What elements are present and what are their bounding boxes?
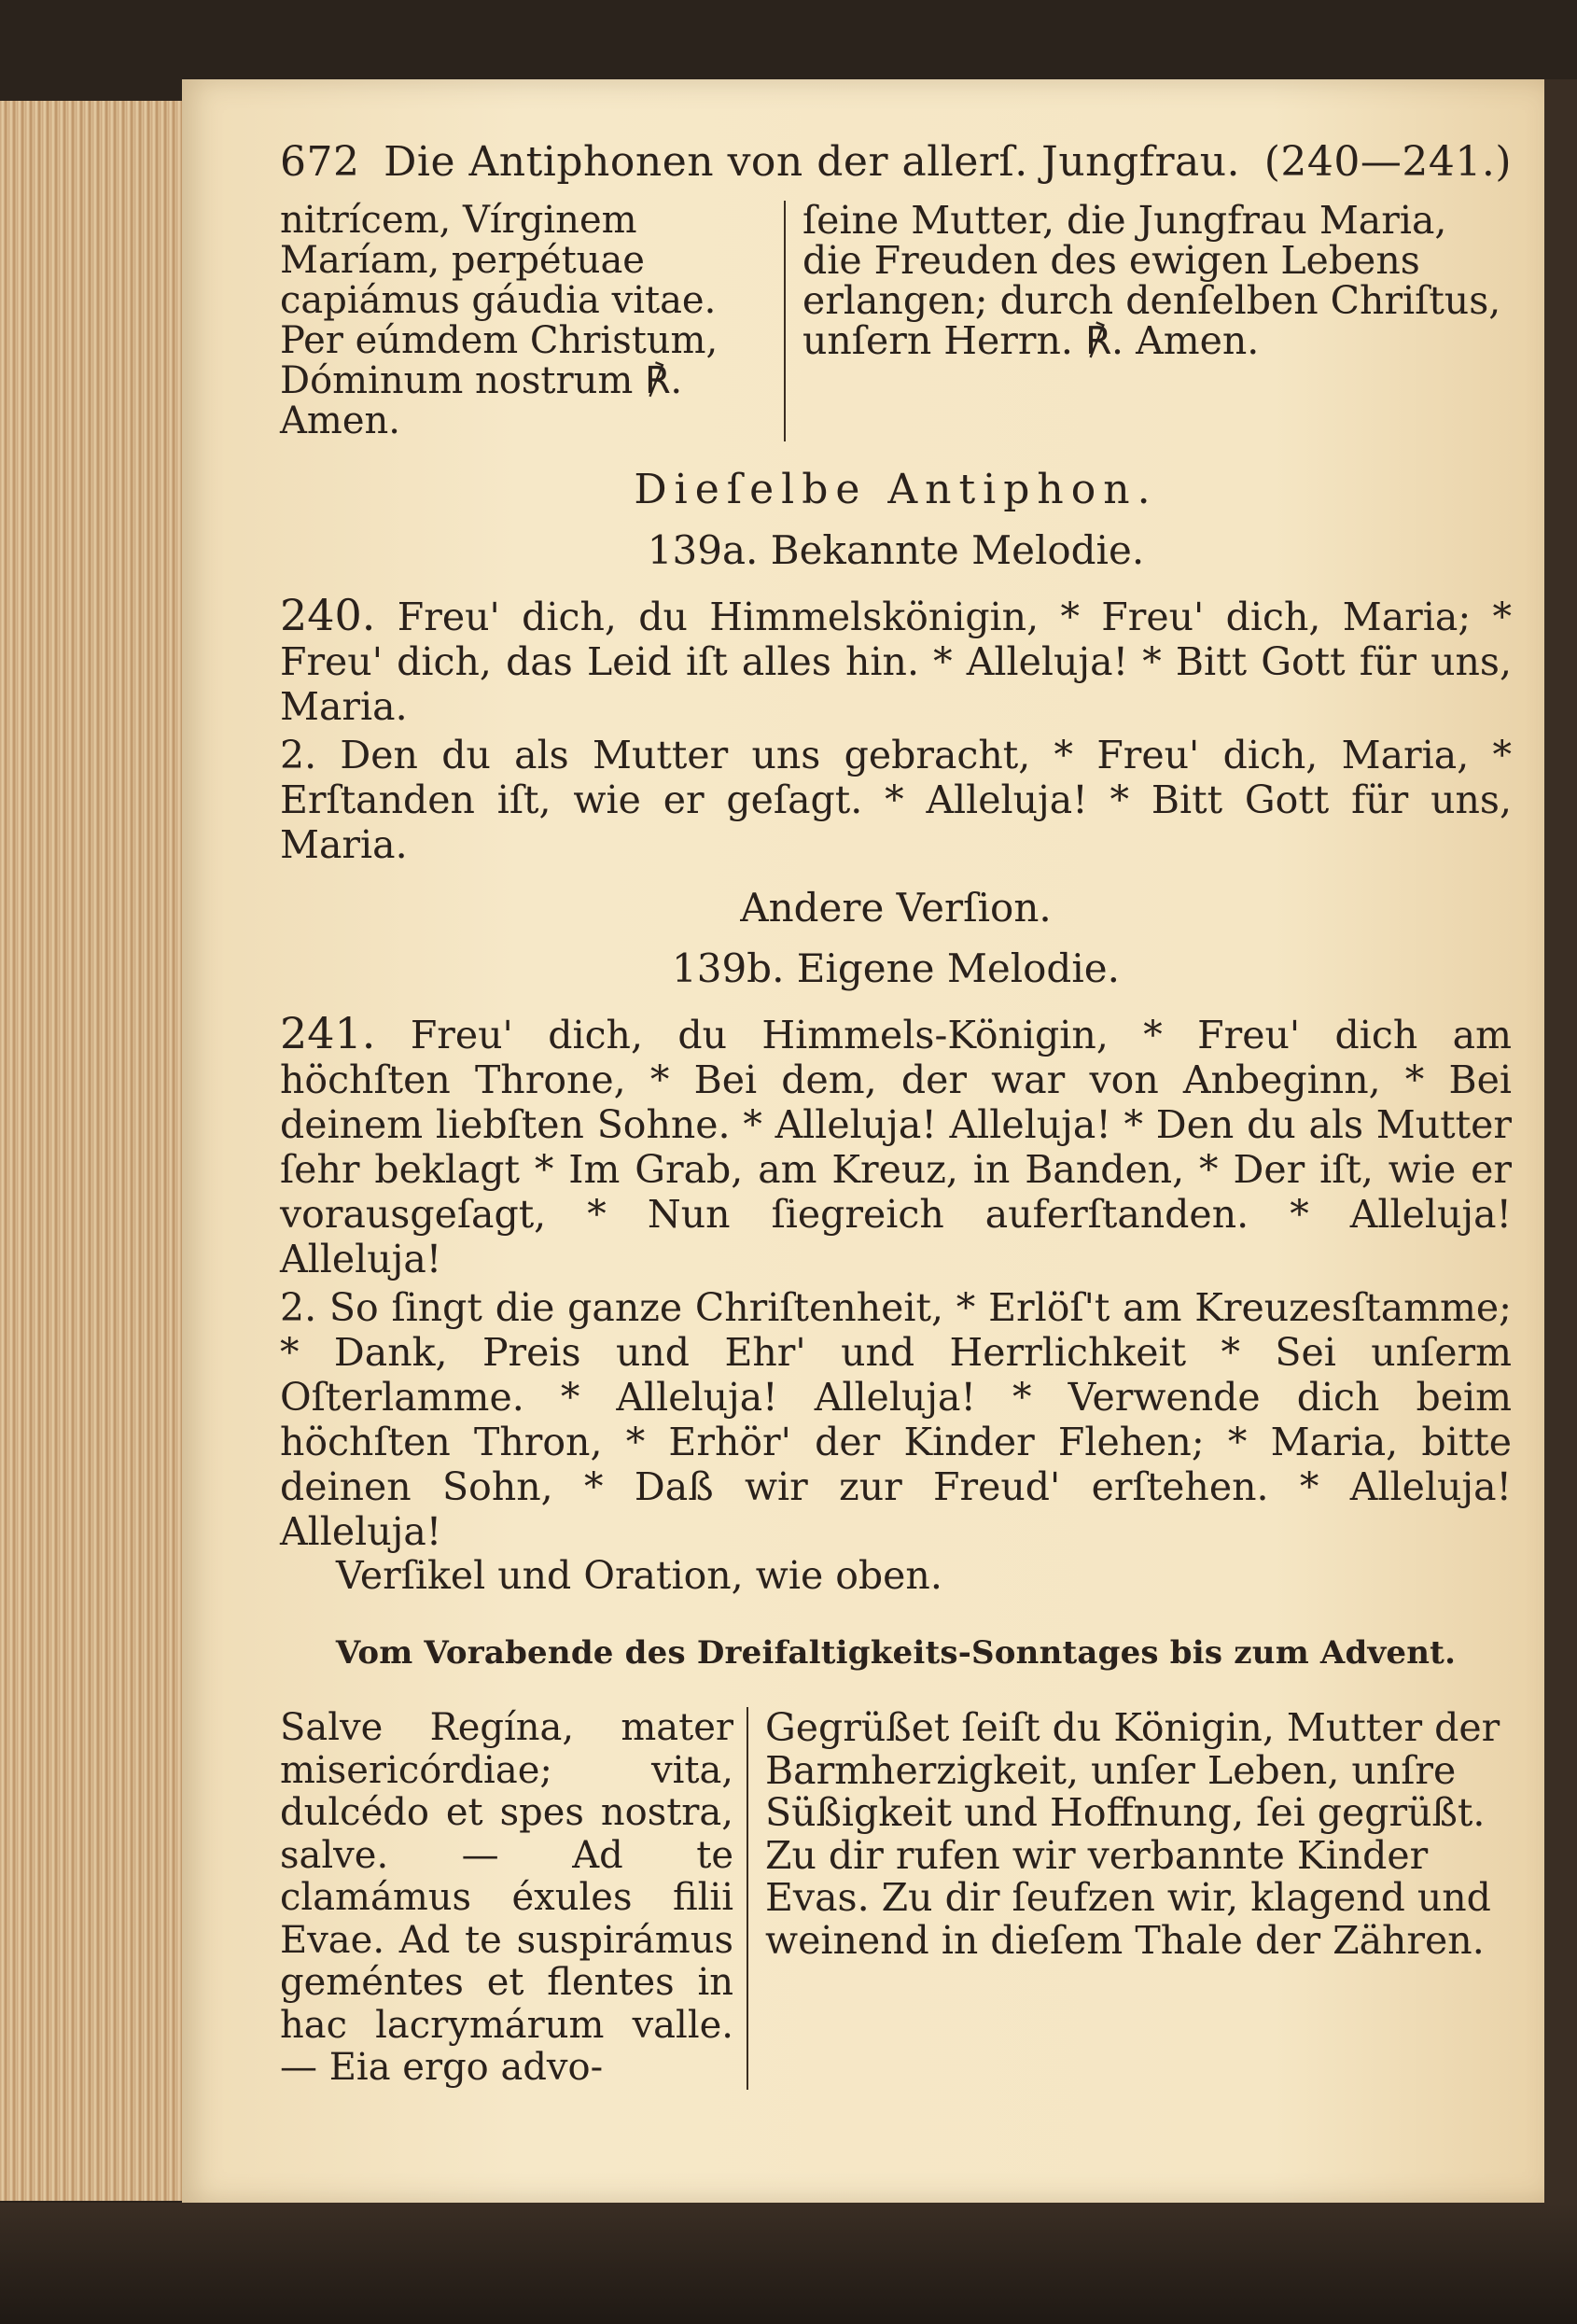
page-number: 672 bbox=[280, 138, 360, 186]
other-version-heading: Andere Verſion. bbox=[740, 885, 1052, 931]
salve-latin-text: Salve Regína, mater misericórdiae; vita, dulcédo et spes nostra, salve. — Ad te clamámus éxules filii Evae. Ad te suspirámus geméntes et flentes in hac lacrymárum valle. — Eia ergo advo- bbox=[280, 1706, 733, 2089]
salve-regina-columns bbox=[280, 1707, 1512, 2090]
hymn-240-verse-1 bbox=[280, 590, 1512, 729]
german-column bbox=[784, 198, 1512, 441]
hymn-241-verse-2: 2. So ſingt die ganze Chriſtenheit, * Erlöſ't am Kreuzesſtamme; * Dank, Preis und Ehr' und Herrlichkeit * Sei unſerm Oſterlamme. * Alleluja! Alleluja! * Verwende dich beim höchſten Thron, * Erhör' der Kinder Flehen; * Maria, bitte deinen Sohn, * Daß wir zur Freud' erſtehen. * Alleluja! Alleluja! bbox=[280, 1285, 1512, 1554]
hymn-number: 240. bbox=[280, 590, 376, 640]
salve-german-text: Gegrüßet ſeiſt du Königin, Mutter der Barmherzigkeit, unſer Leben, unſre Süßigkeit und Hoffnung, ſei gegrüßt. Zu dir rufen wir verbannte Kinder Evas. Zu dir ſeufzen wir, klagend und weinend in dieſem Thale der Zähren. bbox=[765, 1705, 1500, 1963]
page-content bbox=[280, 140, 1512, 2090]
hymn-number: 241. bbox=[280, 1008, 376, 1058]
german-prayer-ending: ſeine Mutter, die Jungfrau Maria, die Freuden des ewigen Lebens erlangen; durch denſelben Chriſtus, unſern Herrn. ℟. Amen. bbox=[802, 198, 1501, 363]
prayer-ending-columns bbox=[280, 198, 1512, 442]
melody-heading-a: 139a. Bekannte Melodie. bbox=[647, 527, 1145, 573]
background-edge bbox=[0, 2203, 1577, 2324]
latin-column bbox=[280, 201, 784, 441]
hymn-241-verse-1 bbox=[280, 1008, 1512, 1281]
verse-text: Freu' dich, du Himmelskönigin, * Freu' dich, Maria; * Freu' dich, das Leid iſt alles hin. * Alleluja! * Bitt Gott für uns, Maria. bbox=[280, 595, 1512, 729]
verse-text: Freu' dich, du Himmels-Königin, * Freu' dich am höchſten Throne, * Bei dem, der war von Anbeginn, * Bei deinem liebſten Sohne. * Alleluja! Alleluja! * Den du als Mutter ſehr beklagt * Im Grab, am Kreuz, in Banden, * Der iſt, wie er vorausgeſagt, * Nun ſiegreich auferſtanden. * Alleluja! Alleluja! bbox=[280, 1013, 1512, 1281]
latin-column bbox=[280, 1707, 747, 2090]
section-heading: Vom Vorabende des Dreifaltigkeits-Sonntages bis zum Advent. bbox=[335, 1634, 1457, 1672]
book-gutter bbox=[1544, 79, 1577, 2203]
german-column bbox=[747, 1707, 1512, 2090]
melody-heading-b: 139b. Eigene Melodie. bbox=[672, 945, 1120, 991]
running-title: Die Antiphonen von der allerſ. Jungfrau. bbox=[384, 138, 1241, 186]
closing-instruction: Verſikel und Oration, wie oben. bbox=[336, 1553, 942, 1598]
hymn-240-verse-2: 2. Den du als Mutter uns gebracht, * Freu' dich, Maria, * Erſtanden iſt, wie er geſagt. * Alleluja! * Bitt Gott für uns, Maria. bbox=[280, 733, 1512, 867]
antiphon-title: Dieſelbe Antiphon. bbox=[634, 466, 1158, 513]
hymn-range: (240—241.) bbox=[1263, 138, 1512, 186]
book-page-edges bbox=[0, 101, 190, 2201]
running-header bbox=[280, 140, 1512, 184]
latin-prayer-ending: nitrícem, Vírginem Maríam, perpétuae capiámus gáudia vitae. Per eúmdem Christum, Dóminum nostrum ℟. Amen. bbox=[280, 199, 719, 442]
